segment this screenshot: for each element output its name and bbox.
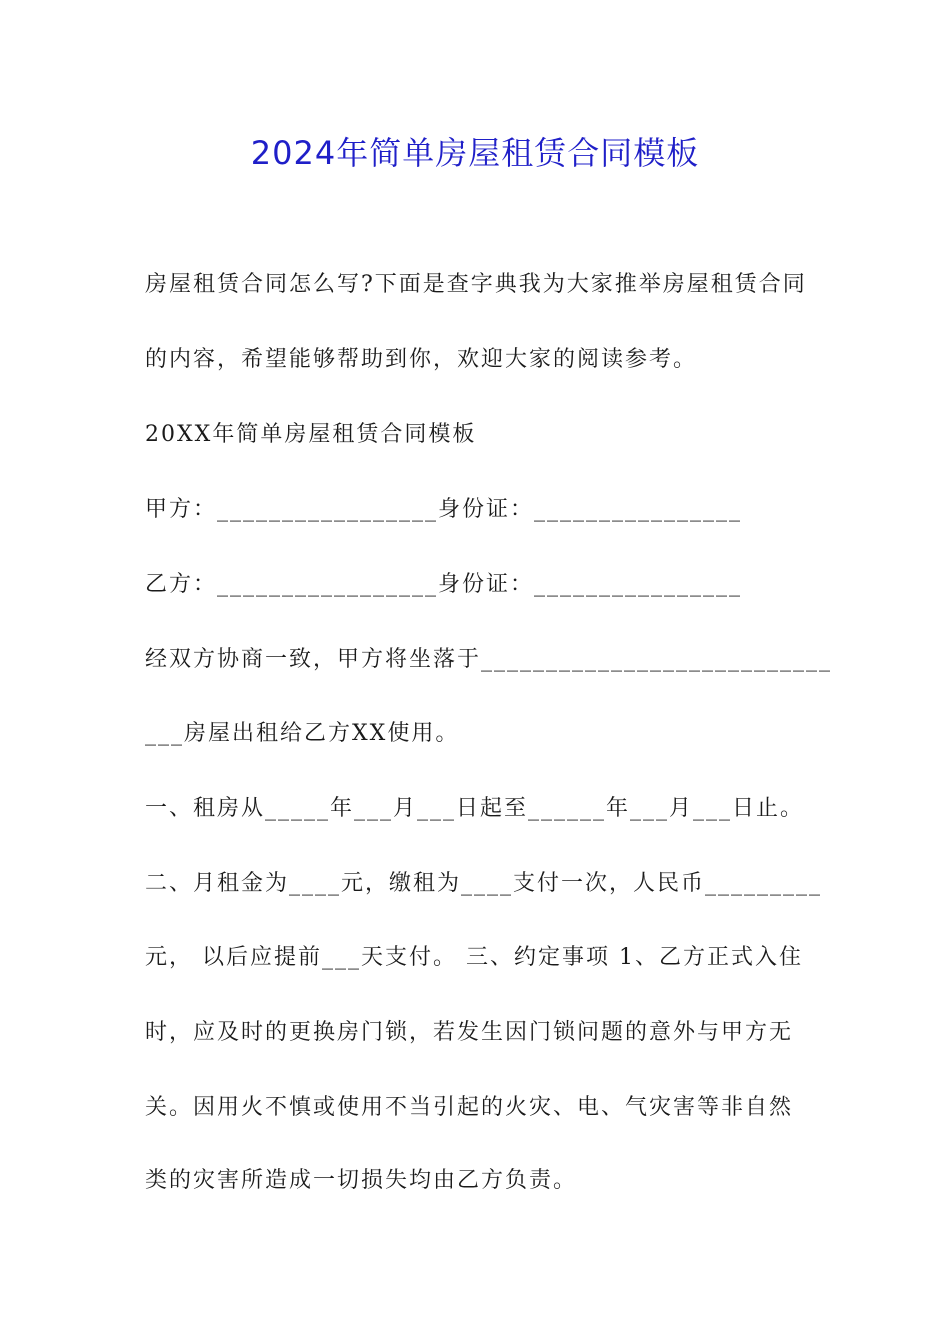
party-b-line: 乙方：_________________身份证：________________: [145, 572, 743, 597]
clause-line: 一、租房从_____年___月___日起至______年___月___日止。: [145, 796, 805, 821]
clause-line: 二、月租金为____元，缴租为____支付一次，人民币_________: [145, 871, 823, 896]
paragraph-line: 经双方协商一致，甲方将坐落于___________________________: [145, 647, 833, 672]
clause-line: 关。因用火不慎或使用不当引起的火灾、电、气灾害等非自然: [145, 1095, 794, 1120]
paragraph-line: ___房屋出租给乙方XX使用。: [145, 721, 460, 746]
clause-line: 类的灾害所造成一切损失均由乙方负责。: [145, 1168, 578, 1193]
document-title: 2024年简单房屋租赁合同模板: [250, 134, 700, 172]
paragraph-line: 的内容，希望能够帮助到你，欢迎大家的阅读参考。: [145, 347, 698, 372]
clause-line: 时，应及时的更换房门锁，若发生因门锁问题的意外与甲方无: [145, 1020, 794, 1045]
party-a-line: 甲方：_________________身份证：________________: [145, 497, 743, 522]
clause-line: 元， 以后应提前___天支付。 三、约定事项 1、乙方正式入住: [145, 945, 803, 970]
paragraph-line: 房屋租赁合同怎么写?下面是查字典我为大家推举房屋租赁合同: [145, 272, 807, 297]
subtitle-line: 20XX年简单房屋租赁合同模板: [145, 422, 477, 447]
